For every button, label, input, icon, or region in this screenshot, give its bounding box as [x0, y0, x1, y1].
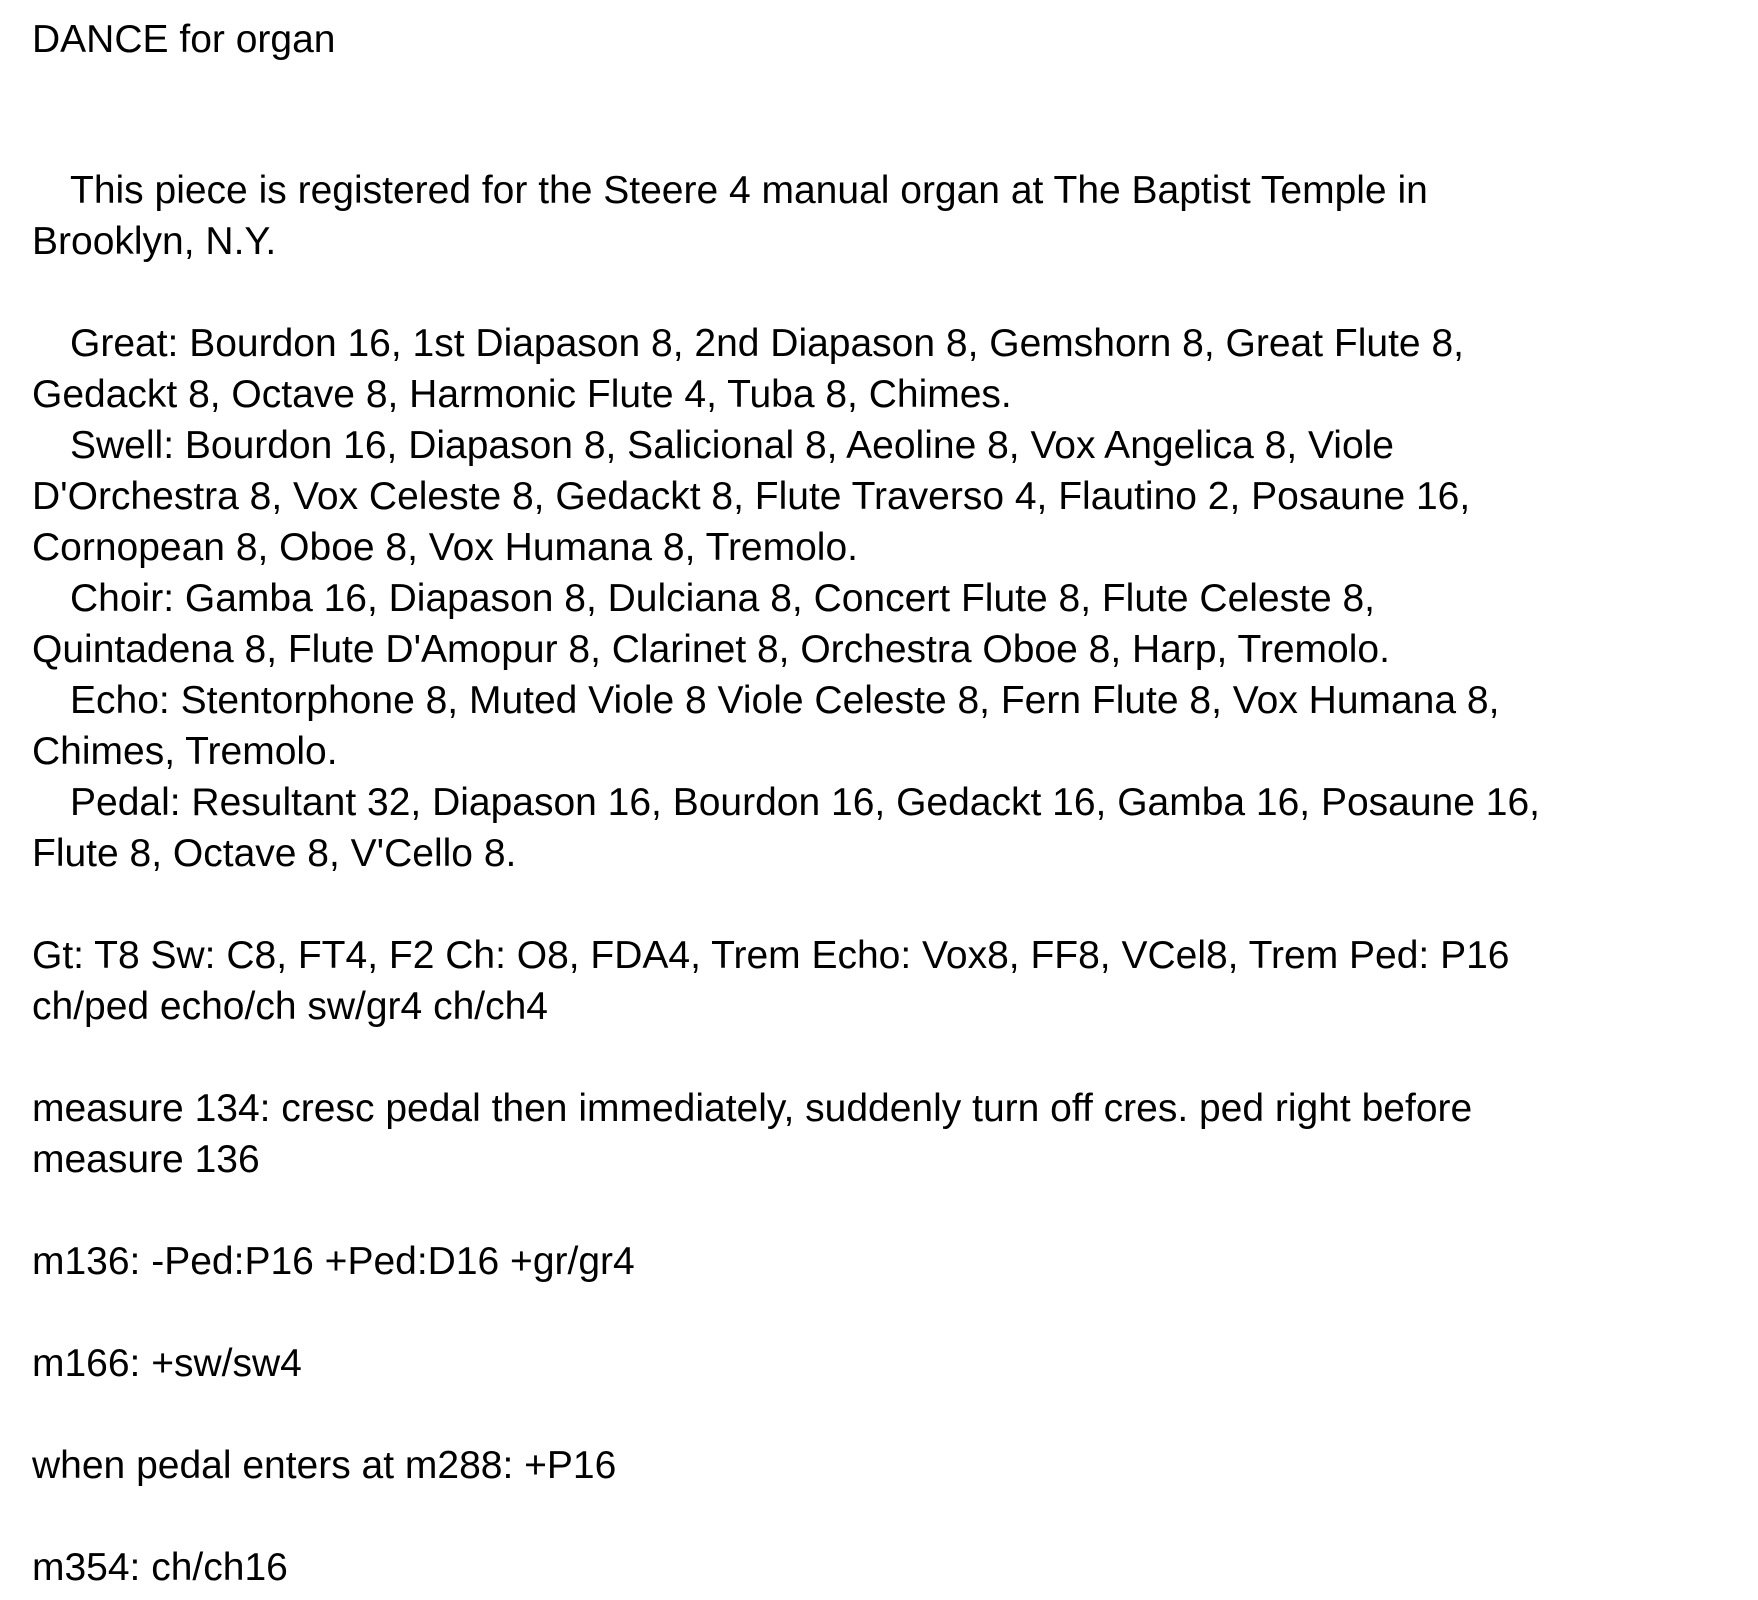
note-line: when pedal enters at m288: +P16	[32, 1444, 617, 1487]
division-line: Gedackt 8, Octave 8, Harmonic Flute 4, Tuba 8, Chimes.	[32, 373, 1012, 416]
division-line: Swell: Bourdon 16, Diapason 8, Salicional 8, Aeoline 8, Vox Angelica 8, Viole	[70, 424, 1395, 467]
division-pedal	[32, 777, 1732, 879]
document-page	[32, 14, 1732, 1593]
division-line: Great: Bourdon 16, 1st Diapason 8, 2nd Diapason 8, Gemshorn 8, Great Flute 8,	[70, 322, 1464, 365]
registration-paragraph	[32, 930, 1732, 1032]
intro-line: This piece is registered for the Steere 4 manual organ at The Baptist Temple in	[70, 169, 1428, 212]
division-line: Pedal: Resultant 32, Diapason 16, Bourdon 16, Gedackt 16, Gamba 16, Posaune 16,	[70, 781, 1540, 824]
division-line: Echo: Stentorphone 8, Muted Viole 8 Viole Celeste 8, Fern Flute 8, Vox Humana 8,	[70, 679, 1500, 722]
note-measure-134	[32, 1083, 1732, 1185]
registration-line: ch/ped echo/ch sw/gr4 ch/ch4	[32, 985, 548, 1028]
division-swell	[32, 420, 1732, 573]
note-line: measure 136	[32, 1138, 260, 1181]
registration-line: Gt: T8 Sw: C8, FT4, F2 Ch: O8, FDA4, Trem Echo: Vox8, FF8, VCel8, Trem Ped: P16	[32, 934, 1510, 977]
note-m288	[32, 1440, 1732, 1491]
note-m354	[32, 1542, 1732, 1593]
stoplist	[32, 318, 1732, 879]
note-m136	[32, 1236, 1732, 1287]
division-line: Quintadena 8, Flute D'Amopur 8, Clarinet 8, Orchestra Oboe 8, Harp, Tremolo.	[32, 628, 1390, 671]
division-line: D'Orchestra 8, Vox Celeste 8, Gedackt 8, Flute Traverso 4, Flautino 2, Posaune 16,	[32, 475, 1471, 518]
note-line: measure 134: cresc pedal then immediately, suddenly turn off cres. ped right before	[32, 1087, 1473, 1130]
division-echo	[32, 675, 1732, 777]
division-line: Choir: Gamba 16, Diapason 8, Dulciana 8, Concert Flute 8, Flute Celeste 8,	[70, 577, 1375, 620]
division-line: Cornopean 8, Oboe 8, Vox Humana 8, Tremolo.	[32, 526, 858, 569]
note-m166	[32, 1338, 1732, 1389]
note-line: m136: -Ped:P16 +Ped:D16 +gr/gr4	[32, 1240, 635, 1283]
division-great	[32, 318, 1732, 420]
division-choir	[32, 573, 1732, 675]
division-line: Chimes, Tremolo.	[32, 730, 338, 773]
note-line: m354: ch/ch16	[32, 1546, 288, 1589]
division-line: Flute 8, Octave 8, V'Cello 8.	[32, 832, 517, 875]
document-title: DANCE for organ	[32, 18, 336, 61]
intro-line: Brooklyn, N.Y.	[32, 220, 277, 263]
intro-paragraph	[32, 165, 1732, 267]
note-line: m166: +sw/sw4	[32, 1342, 302, 1385]
